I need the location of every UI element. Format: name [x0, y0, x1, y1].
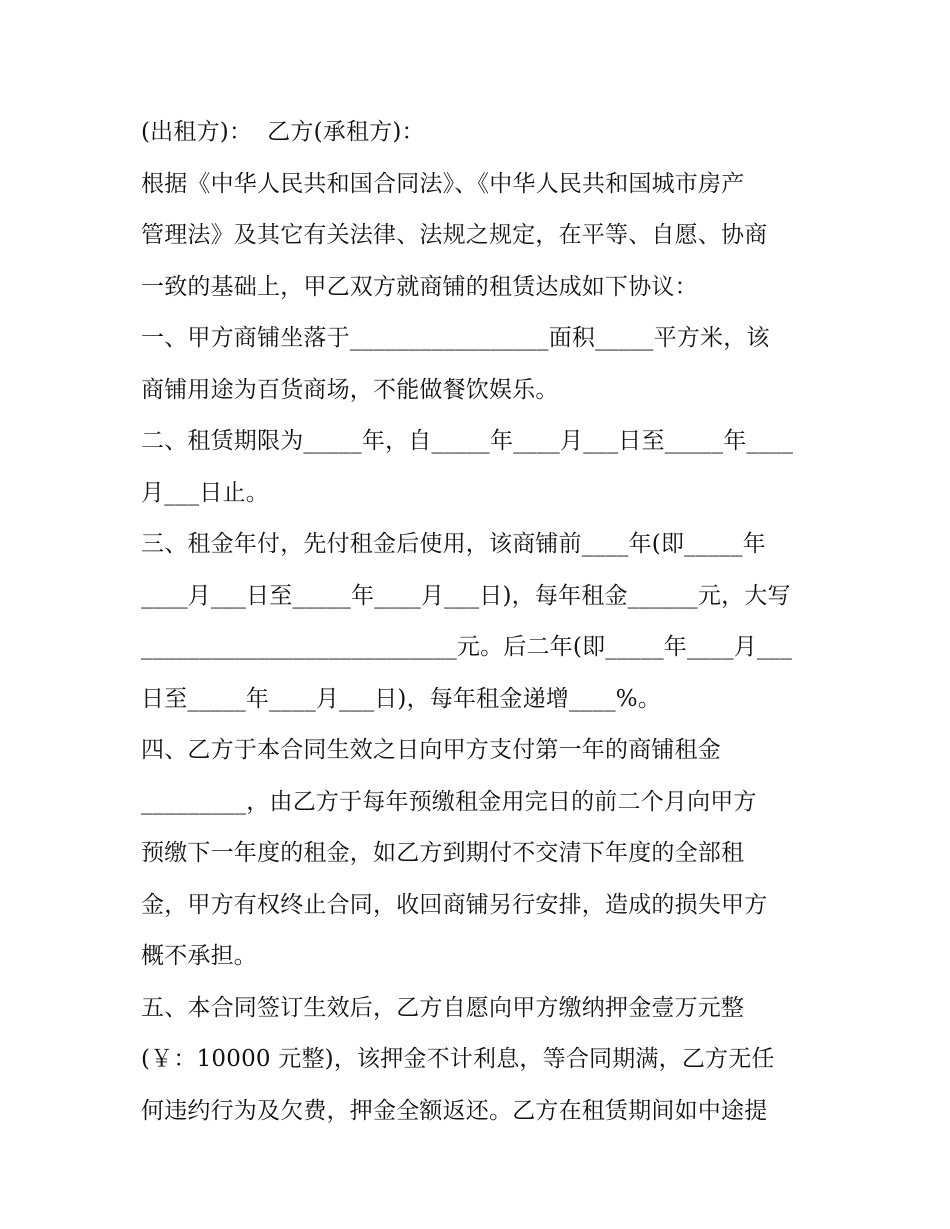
- text-line: 金，甲方有权终止合同，收回商铺另行安排，造成的损失甲方: [141, 891, 768, 918]
- text-line: _________，由乙方于每年预缴租金用完日的前二个月向甲方: [141, 788, 757, 815]
- text-line: 何违约行为及欠费，押金全额返还。乙方在租赁期间如中途提: [141, 1097, 768, 1124]
- text-line: 二、租赁期限为_____年，自_____年____月___日至_____年____: [141, 428, 794, 454]
- text-line: 四、乙方于本合同生效之日向甲方支付第一年的商铺租金: [141, 737, 721, 763]
- text-line: 五、本合同签订生效后，乙方自愿向甲方缴纳押金壹万元整: [141, 994, 745, 1021]
- text-line: (￥：10000 元整)，该押金不计利息，等合同期满，乙方无任: [141, 1046, 775, 1072]
- text-line: 日至_____年____月___日)，每年租金递增____%。: [141, 685, 662, 712]
- text-line: (出租方)： 乙方(承租方)：: [141, 119, 425, 145]
- text-line: 一、甲方商铺坐落于_________________面积_____平方米，该: [141, 325, 770, 351]
- text-line: 预缴下一年度的租金，如乙方到期付不交清下年度的全部租: [141, 840, 745, 866]
- text-line: ____月___日至_____年____月___日)，每年租金______元，大写: [141, 582, 791, 609]
- text-line: 一致的基础上，甲乙双方就商铺的租赁达成如下协议：: [141, 273, 698, 300]
- text-line: 三、租金年付，先付租金后使用，该商铺前____年(即_____年: [141, 531, 766, 557]
- text-line: 管理法》及其它有关法律、法规之规定，在平等、自愿、协商: [141, 222, 768, 248]
- text-line: 月___日止。: [141, 479, 269, 506]
- text-line: 根据《中华人民共和国合同法》、《中华人民共和国城市房产: [141, 170, 745, 197]
- contract-body: [141, 107, 821, 1137]
- text-line: 概不承担。: [141, 943, 257, 969]
- text-line: 商铺用途为百货商场，不能做餐饮娱乐。: [141, 376, 559, 403]
- text-line: ___________________________元。后二年(即_____年____月___: [141, 634, 793, 660]
